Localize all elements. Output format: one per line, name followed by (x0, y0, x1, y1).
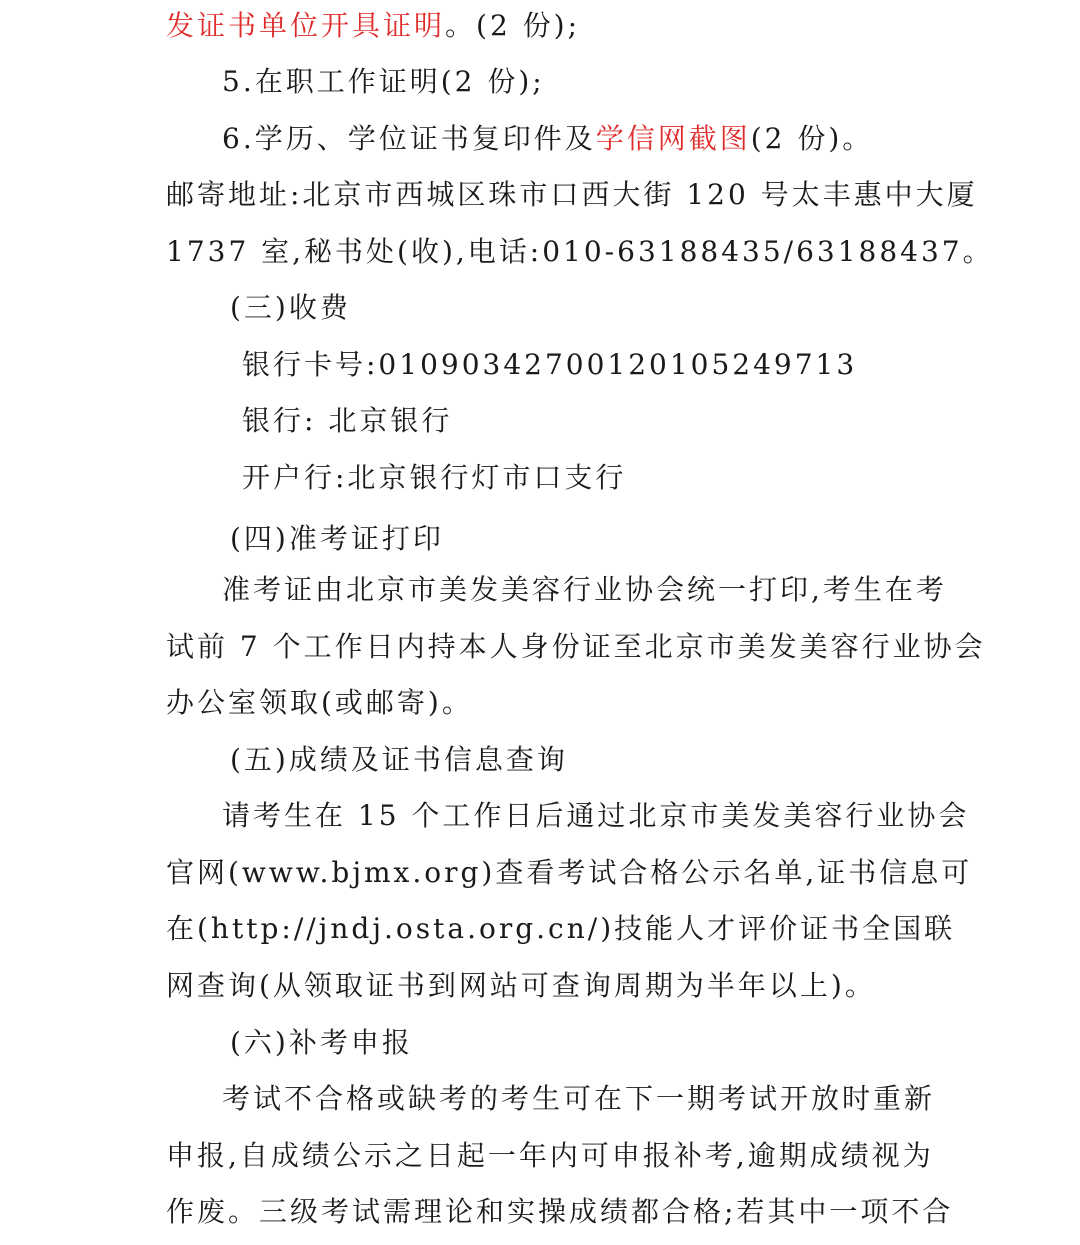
text-line-21: 申报,自成绩公示之日起一年内可申报补考,逾期成绩视为 (166, 1139, 934, 1172)
text-line-5: 1737 室,秘书处(收),电话:010-63188435/63188437。 (166, 235, 994, 268)
text-span: 。(2 份); (445, 9, 581, 42)
highlight-text: 学信网截图 (595, 122, 751, 155)
bank-branch: 开户行:北京银行灯市口支行 (242, 461, 627, 494)
text-span: 6.学历、学位证书复印件及 (222, 122, 596, 155)
text-line-15: 请考生在 15 个工作日后通过北京市美发美容行业协会 (222, 799, 970, 832)
text-line-4: 邮寄地址:北京市西城区珠市口西大街 120 号太丰惠中大厦 (166, 178, 978, 211)
section-heading-5: (五)成绩及证书信息查询 (230, 743, 568, 776)
bank-name: 银行: 北京银行 (242, 404, 453, 437)
text-line-12: 试前 7 个工作日内持本人身份证至北京市美发美容行业协会 (166, 630, 986, 663)
text-line-22: 作废。三级考试需理论和实操成绩都合格;若其中一项不合 (166, 1195, 954, 1228)
text-line-3 (0, 119, 1080, 159)
text-line-11: 准考证由北京市美发美容行业协会统一打印,考生在考 (222, 573, 947, 606)
section-heading-3: (三)收费 (230, 291, 351, 324)
text-line-13: 办公室领取(或邮寄)。 (166, 686, 473, 719)
text-line-20: 考试不合格或缺考的考生可在下一期考试开放时重新 (222, 1082, 936, 1115)
text-line-1 (0, 6, 1080, 46)
text-line-2: 5.在职工作证明(2 份); (222, 65, 545, 98)
bank-card-number: 银行卡号:01090342700120105249713 (242, 348, 858, 381)
text-line-18: 网查询(从领取证书到网站可查询周期为半年以上)。 (166, 969, 876, 1002)
text-line-17: 在(http://jndj.osta.org.cn/)技能人才评价证书全国联 (166, 912, 956, 945)
section-heading-4: (四)准考证打印 (230, 522, 444, 555)
highlight-text: 发证书单位开具证明 (166, 9, 446, 42)
section-heading-6: (六)补考申报 (230, 1026, 413, 1059)
text-line-16: 官网(www.bjmx.org)查看考试合格公示名单,证书信息可 (166, 856, 973, 889)
text-span: (2 份)。 (750, 122, 874, 155)
